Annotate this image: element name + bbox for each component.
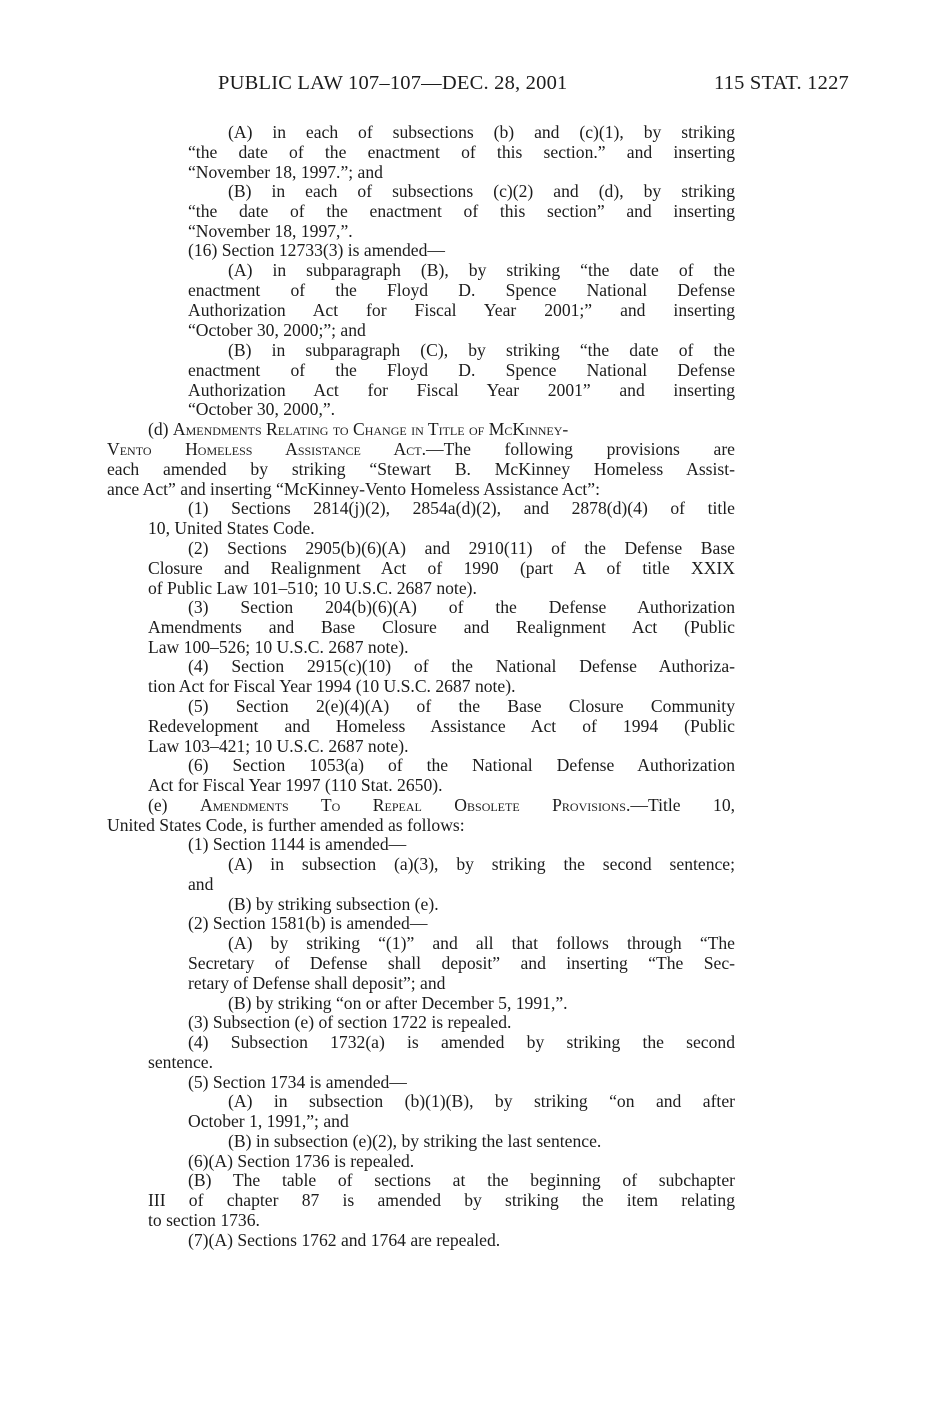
text-line: enactment of the Floyd D. Spence National Defense [188,360,735,380]
text-line: (4) Subsection 1732(a) is amended by striking the second [188,1032,735,1052]
text-line: (A) by striking “(1)” and all that follows through “The [228,933,735,953]
text-line: (2) Sections 2905(b)(6)(A) and 2910(11) of the Defense Base [188,538,735,558]
section-heading-d-cont: Vento Homeless Assistance Act.—The following provisions are [107,439,735,459]
text-line: Law 103–421; 10 U.S.C. 2687 note). [148,736,409,756]
text-line: III of chapter 87 is amended by striking the item relating [148,1190,735,1210]
text-line: (3) Section 204(b)(6)(A) of the Defense Authorization [188,597,735,617]
text-line: “the date of the enactment of this section.” and inserting [188,142,735,162]
text-line: “October 30, 2000,”. [188,399,336,419]
text-line: “October 30, 2000;”; and [188,320,366,340]
page-citation: 115 STAT. 1227 [714,72,849,94]
text-line: (5) Section 2(e)(4)(A) of the Base Closure Community [188,696,735,716]
text-line: Authorization Act for Fiscal Year 2001” and inserting [188,380,735,400]
text-line: of Public Law 101–510; 10 U.S.C. 2687 note). [148,578,477,598]
running-head: PUBLIC LAW 107–107—DEC. 28, 2001 [218,72,568,94]
text-line: (5) Section 1734 is amended— [188,1072,407,1092]
text-line: “the date of the enactment of this section” and inserting [188,201,735,221]
text-line: (B) The table of sections at the beginning of subchapter [188,1170,735,1190]
text-line: (6) Section 1053(a) of the National Defense Authorization [188,755,735,775]
text-line: (B) by striking subsection (e). [228,894,439,914]
text-line: (A) in subsection (a)(3), by striking the second sentence; [228,854,735,874]
text-line: (2) Section 1581(b) is amended— [188,913,428,933]
text-line: Closure and Realignment Act of 1990 (part A of title XXIX [148,558,735,578]
text-line: (B) by striking “on or after December 5, 1991,”. [228,993,568,1013]
text-line: Law 100–526; 10 U.S.C. 2687 note). [148,637,409,657]
text-line: (B) in subsection (e)(2), by striking the last sentence. [228,1131,602,1151]
text-line: retary of Defense shall deposit”; and [188,973,446,993]
text-line: “November 18, 1997.”; and [188,162,383,182]
page-header [0,72,944,100]
text-line: (16) Section 12733(3) is amended— [188,240,446,260]
text-line: (A) in subsection (b)(1)(B), by striking “on and after [228,1091,735,1111]
text-line: Secretary of Defense shall deposit” and inserting “The Sec- [188,953,735,973]
text-line: (3) Subsection (e) of section 1722 is repealed. [188,1012,512,1032]
text-line: (7)(A) Sections 1762 and 1764 are repealed. [188,1230,501,1250]
text-line: (1) Sections 2814(j)(2), 2854a(d)(2), and 2878(d)(4) of title [188,498,735,518]
section-heading-d: (d) Amendments Relating to Change in Title of McKinney- [148,419,569,439]
text-line: (6)(A) Section 1736 is repealed. [188,1151,415,1171]
text-line: enactment of the Floyd D. Spence National Defense [188,280,735,300]
text-line: and [188,874,214,894]
section-heading-e: (e) Amendments To Repeal Obsolete Provisions.—Title 10, [148,795,736,815]
text-line: Redevelopment and Homeless Assistance Act of 1994 (Public [148,716,735,736]
text-line: (B) in subparagraph (C), by striking “the date of the [228,340,735,360]
text-line: Authorization Act for Fiscal Year 2001;” and inserting [188,300,735,320]
text-line: 10, United States Code. [148,518,315,538]
text-line: October 1, 1991,”; and [188,1111,349,1131]
text-line: (4) Section 2915(c)(10) of the National Defense Authoriza- [188,656,735,676]
text-line: (A) in subparagraph (B), by striking “the date of the [228,260,735,280]
text-line: “November 18, 1997,”. [188,221,353,241]
text-line: each amended by striking “Stewart B. McKinney Homeless Assist- [107,459,735,479]
text-line: ance Act” and inserting “McKinney-Vento Homeless Assistance Act”: [107,479,600,499]
text-line: sentence. [148,1052,213,1072]
text-line: tion Act for Fiscal Year 1994 (10 U.S.C. 2687 note). [148,676,516,696]
text-line: (B) in each of subsections (c)(2) and (d), by striking [228,181,735,201]
text-line: to section 1736. [148,1210,260,1230]
text-line: Act for Fiscal Year 1997 (110 Stat. 2650). [148,775,443,795]
text-line: (1) Section 1144 is amended— [188,834,407,854]
text-line: Amendments and Base Closure and Realignment Act (Public [148,617,735,637]
text-line: (A) in each of subsections (b) and (c)(1), by striking [228,122,735,142]
text-line: United States Code, is further amended as follows: [107,815,465,835]
